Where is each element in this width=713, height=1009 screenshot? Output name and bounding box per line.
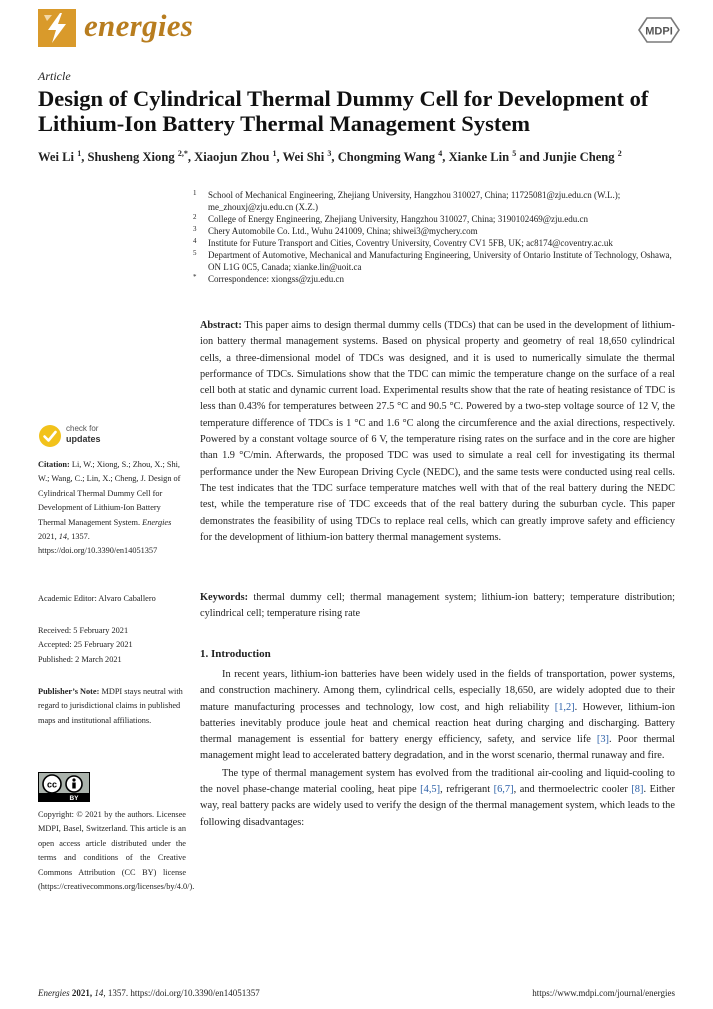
keywords bbox=[200, 590, 675, 623]
affiliation-text: School of Mechanical Engineering, Zhejiang University, Hangzhou 310027, China; 11725081@zju.edu.cn (W.L.); me_zhouxj@zju.edu.cn (X.Z.) bbox=[208, 190, 621, 212]
abstract-text: This paper aims to design thermal dummy cells (TDCs) that can be used in the development of lithium-ion battery thermal management systems. Based on physical property and geometry of real 18,650 cylindrical cells, a three-dimensional model of TDCs was designed, and it is used to numerically simulate the thermal performance of TDCs. Simulations show that the TDC can mimic the temperature change on the surface of a real cell both at static and dynamic current load. Experimental results show that the rate of heating resistance of TDC is less than 0.43% for temperatures between 27.5 °C and 90.5 °C. Powered by a two-step voltage source of 12 V, the temperature difference of TDCs is 1 °C and 1.6 °C along the circumference and the axial directions, respectively. Powered by a constant voltage source of 6 V, the temperature rising rates on the surface and in the core are higher than 1.9 °C/min. Afterwards, the proposed TDC was used to simulate a real cell for investigating its thermal performance under the New European Driving Cycle (NEDC), and the same tests were conducted using real cells. The test indicates that the TDC surface temperature matches well with that of the real battery during the NEDC test, while the temperature rise of TDC exceeds that of the real battery during the suburban cycle. This paper demonstrates the feasibility of using TDCs to replace real cells, which can greatly improve safety and efficiency for the development of lithium-ion battery thermal management systems. bbox=[200, 320, 675, 543]
affiliation-text: Department of Automotive, Mechanical and Manufacturing Engineering, University of Ontario Institute of Technology, Oshawa, ON L1G 0C5, Canada; xianke.lin@uoit.ca bbox=[208, 250, 672, 272]
keywords-label: Keywords: bbox=[200, 592, 249, 603]
introduction-paragraph-1 bbox=[200, 667, 675, 765]
author-affiliation-mark: 1 bbox=[272, 149, 277, 158]
article-type: Article bbox=[38, 69, 71, 83]
citation-year: 2021, bbox=[38, 532, 57, 542]
affiliation-mark: 5 bbox=[193, 249, 197, 257]
footer-citation bbox=[38, 988, 260, 998]
affiliation-text: Chery Automobile Co. Ltd., Wuhu 241009, China; shiwei3@mychery.com bbox=[208, 226, 478, 236]
paragraph-text: , and thermoelectric cooler bbox=[513, 784, 632, 796]
reference-link[interactable]: [3] bbox=[596, 734, 610, 746]
introduction-body bbox=[200, 667, 675, 832]
check-for-updates-icon bbox=[38, 424, 62, 448]
author-affiliation-mark: 1 bbox=[77, 149, 82, 158]
paragraph-text: . Poor thermal management might lead to accelerated battery degradation, and in the worst scenario, thermal runaway and fire. bbox=[200, 734, 675, 762]
check-updates-line1: check for bbox=[66, 424, 99, 433]
affiliation-text: Institute for Future Transport and Cities, Coventry University, Coventry CV1 5FB, UK; ac8174@coventry.ac.uk bbox=[208, 238, 613, 248]
reference-link[interactable]: [8] bbox=[631, 784, 644, 796]
footer-journal-url[interactable]: https://www.mdpi.com/journal/energies bbox=[532, 988, 675, 998]
footer-volume: 14, bbox=[94, 988, 106, 998]
abstract bbox=[200, 318, 675, 546]
check-for-updates-label bbox=[66, 424, 101, 444]
affiliations bbox=[193, 189, 683, 285]
mdpi-logo-icon bbox=[635, 16, 683, 44]
publisher-note bbox=[38, 685, 186, 728]
citation-volume: 14, bbox=[58, 532, 70, 542]
author-affiliation-mark: 3 bbox=[327, 149, 332, 158]
author-affiliation-mark: 2,* bbox=[177, 149, 188, 158]
reference-link[interactable]: [1,2] bbox=[554, 701, 575, 713]
paragraph-text: In recent years, lithium-ion batteries have been widely used in the fields of transportation, power systems, and construction machinery. Among them, cylindrical cells, especially 18,650, are widely adopted due to their mature manufacturing processes and technology, low cost, and high reliability bbox=[200, 669, 675, 713]
footer-journal: Energies bbox=[38, 988, 70, 998]
affiliation-item bbox=[193, 273, 683, 285]
copyright-notice: Copyright: © 2021 by the authors. Licensee MDPI, Basel, Switzerland. This article is an open access article distributed under the terms and conditions of the Creative Commons Attribution (CC BY) license (https://creativecommons.org/licenses/by/4.0/). bbox=[38, 810, 195, 892]
keywords-text: thermal dummy cell; thermal management system; lithium-ion battery; temperature distribution; cylindrical cell; temperature rising rate bbox=[200, 592, 675, 620]
affiliation-mark: 4 bbox=[193, 237, 197, 245]
affiliation-item bbox=[193, 189, 683, 213]
journal-name: energies bbox=[84, 8, 194, 43]
affiliation-item bbox=[193, 213, 683, 225]
affiliation-text: Correspondence: xiongss@zju.edu.cn bbox=[208, 274, 345, 284]
affiliation-mark: * bbox=[193, 273, 197, 281]
citation-doi-link[interactable]: 1357. https://doi.org/10.3390/en14051357 bbox=[38, 532, 158, 556]
by-badge-text: BY bbox=[69, 795, 79, 802]
author-affiliation-mark: 2 bbox=[617, 149, 622, 158]
author-name[interactable]: Shusheng Xiong bbox=[87, 150, 175, 165]
author-affiliation-mark: 4 bbox=[438, 149, 443, 158]
author-name[interactable]: Junjie Cheng bbox=[542, 150, 615, 165]
lightning-bolt-icon bbox=[38, 9, 76, 47]
footer-year: 2021, bbox=[71, 988, 93, 998]
author-name[interactable]: Wei Li bbox=[38, 150, 75, 165]
article-dates bbox=[38, 624, 186, 667]
author-name[interactable]: Chongming Wang bbox=[337, 150, 436, 165]
affiliation-mark: 3 bbox=[193, 225, 197, 233]
citation-journal: Energies bbox=[142, 517, 172, 527]
affiliation-item bbox=[193, 237, 683, 249]
citation-label: Citation: bbox=[38, 460, 70, 469]
paragraph-text: . Either way, real battery packs are widely used to verify the design of the thermal management system, which leads to the following disadvantages: bbox=[200, 784, 675, 828]
article-title: Design of Cylindrical Thermal Dummy Cell for Development of Lithium-Ion Battery Thermal Management System bbox=[38, 86, 649, 136]
author-affiliation-mark: 5 bbox=[512, 149, 517, 158]
date-received: Received: 5 February 2021 bbox=[38, 626, 129, 635]
affiliation-mark: 2 bbox=[193, 213, 197, 221]
paragraph-text: The type of thermal management system has evolved from the traditional air-cooling and liquid-cooling to the novel phase-change material cooling, heat pipe bbox=[200, 767, 675, 796]
author-list: Wei Li $^1$, Shusheng Xiong $^{2,*}$, Xiaojun Zhou $^1$, Wei Shi $^3$, Chongming Wang $^4$, Xianke Lin $^5$ and Junjie Cheng $^2$ bbox=[38, 149, 622, 165]
cc-badge-text: cc bbox=[46, 779, 58, 790]
section-heading-introduction: 1. Introduction bbox=[200, 648, 271, 660]
affiliation-item bbox=[193, 225, 683, 237]
cc-by-license-icon[interactable] bbox=[38, 772, 90, 802]
publisher-note-label: Publisher’s Note: bbox=[38, 687, 100, 696]
paragraph-text: , refrigerant bbox=[440, 784, 494, 796]
introduction-paragraph-2 bbox=[200, 766, 675, 831]
affiliation-text: College of Energy Engineering, Zhejiang University, Hangzhou 310027, China; 3190102469@zju.edu.cn bbox=[208, 214, 588, 224]
author-name[interactable]: Wei Shi bbox=[282, 150, 325, 165]
abstract-label: Abstract: bbox=[200, 320, 242, 331]
publisher-name: MDPI bbox=[645, 25, 673, 38]
reference-link[interactable]: [4,5] bbox=[420, 784, 441, 796]
check-updates-line2: updates bbox=[66, 434, 101, 444]
author-name[interactable]: Xianke Lin bbox=[448, 150, 510, 165]
citation-text: Li, W.; Xiong, S.; Zhou, X.; Shi, W.; Wang, C.; Lin, X.; Cheng, J. Design of Cylindrical Thermal Dummy Cell for Development of Lithium-Ion Battery Thermal Management System. bbox=[38, 460, 181, 527]
academic-editor: Academic Editor: Alvaro Caballero bbox=[38, 594, 156, 603]
publisher-note-text: MDPI stays neutral with regard to jurisdictional claims in published maps and institutional affiliations. bbox=[38, 687, 183, 725]
date-published: Published: 2 March 2021 bbox=[38, 654, 122, 664]
affiliation-mark: 1 bbox=[193, 189, 197, 197]
journal-logo-icon bbox=[38, 9, 76, 47]
footer-doi-link[interactable]: 1357. https://doi.org/10.3390/en14051357 bbox=[107, 988, 260, 998]
affiliation-item bbox=[193, 249, 683, 273]
reference-link[interactable]: [6,7] bbox=[493, 784, 514, 796]
paragraph-text: . However, lithium-ion batteries inevitably produce joule heat and chemical reaction heat during charging and discharging. Battery thermal management is essential for battery energy efficiency, safety, and service life bbox=[200, 701, 675, 746]
citation bbox=[38, 458, 186, 559]
author-name[interactable]: Xiaojun Zhou bbox=[194, 150, 270, 165]
date-accepted: Accepted: 25 February 2021 bbox=[38, 640, 133, 650]
